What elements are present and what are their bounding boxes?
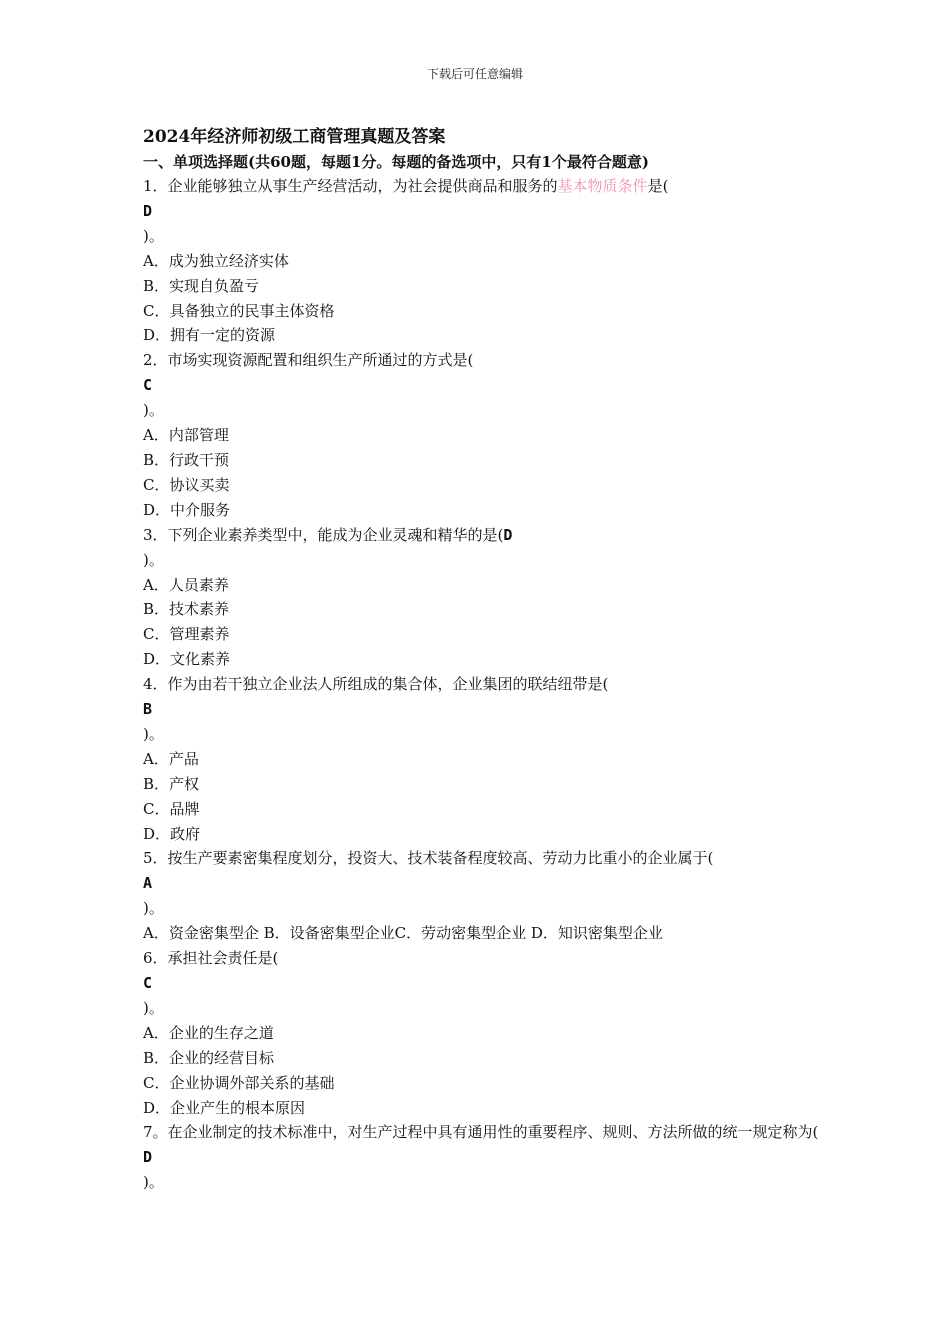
question-4-option-c: C．品牌 [143,799,200,818]
question-3-option-a: A．人员素养 [143,575,229,594]
question-2-answer: C [143,376,153,395]
question-1-stem: 1．企业能够独立从事生产经营活动，为社会提供商品和服务的基本物质条件是( [143,177,669,195]
question-4-option-b: B．产权 [143,774,200,793]
question-2-option-d: D．中介服务 [143,500,231,519]
question-3-option-b: B．技术素养 [143,600,230,619]
question-4-answer: B [143,700,153,719]
question-6-option-d: D．企业产生的根本原因 [143,1098,306,1117]
question-2-option-a: A．内部管理 [143,426,229,445]
question-2-close: )。 [143,401,164,420]
question-4-option-d: D．政府 [143,824,201,843]
document-body [143,125,823,1195]
question-6-close: )。 [143,998,164,1017]
question-5-close: )。 [143,899,164,918]
section-heading: 一、单项选择题(共60题，每题1分。每题的备选项中，只有1个最符合题意) [143,153,649,171]
question-3-stem: 3．下列企业素养类型中，能成为企业灵魂和精华的是(D [143,525,513,544]
question-7-close: )。 [143,1173,164,1192]
question-1-option-a: A．成为独立经济实体 [143,251,289,270]
question-6-option-a: A．企业的生存之道 [143,1023,274,1042]
question-2-option-b: B．行政干预 [143,450,230,469]
question-6-answer: C [143,974,153,992]
question-7-answer: D [143,1148,153,1167]
question-7-stem: 7。在企业制定的技术标准中，对生产过程中具有通用性的重要程序、规则、方法所做的统一规定称为( [143,1123,819,1142]
question-1-answer: D [143,201,153,220]
question-1-option-b: B．实现自负盈亏 [143,276,260,295]
question-6-stem: 6．承担社会责任是( [143,949,279,968]
question-2-stem: 2．市场实现资源配置和组织生产所通过的方式是( [143,351,474,370]
question-6-option-c: C．企业协调外部关系的基础 [143,1073,335,1092]
question-4-option-a: A．产品 [143,749,199,768]
question-3-option-c: C．管理素养 [143,625,230,644]
highlighted-term: 基本物质条件 [557,177,648,195]
question-1-close: )。 [143,226,164,245]
question-6-option-b: B．企业的经营目标 [143,1048,275,1067]
document-title: 2024年经济师初级工商管理真题及答案 [143,127,446,147]
question-5-options: A．资金密集型企 B．设备密集型企业C．劳动密集型企业 D．知识密集型企业 [143,924,663,943]
question-3-option-d: D．文化素养 [143,650,231,669]
question-3-answer: D [503,525,513,544]
question-2-option-c: C．协议买卖 [143,475,230,494]
question-5-answer: A [143,874,153,893]
question-3-close: )。 [143,550,164,569]
question-4-close: )。 [143,724,164,743]
page-header: 下载后可任意编辑 [426,67,523,81]
question-1-option-d: D．拥有一定的资源 [143,326,276,345]
question-1-option-c: C．具备独立的民事主体资格 [143,301,335,320]
question-5-stem: 5．按生产要素密集程度划分，投资大、技术装备程度较高、劳动力比重小的企业属于( [143,849,714,868]
question-4-stem: 4．作为由若干独立企业法人所组成的集合体，企业集团的联结纽带是( [143,675,609,694]
